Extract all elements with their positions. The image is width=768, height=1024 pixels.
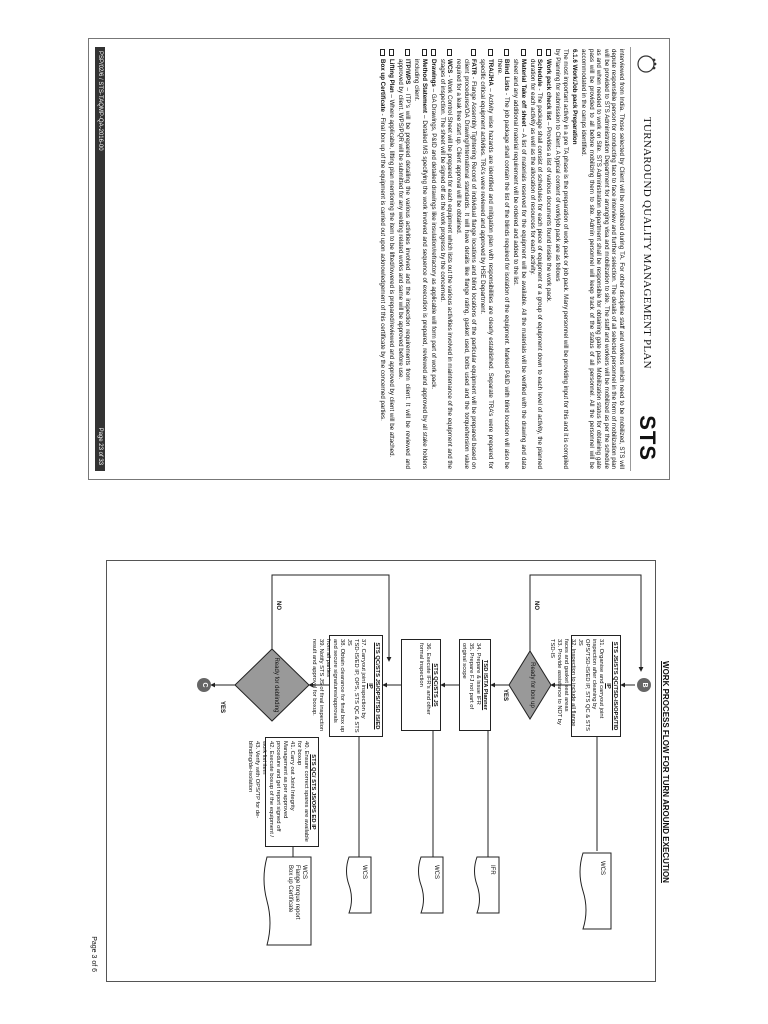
checkbox-square-icon: [422, 49, 427, 56]
step-line: 39. Notify STS JS of final inspection result and approval for boxup.: [311, 639, 324, 732]
work-pack-item: [512, 49, 527, 469]
checkbox-square-icon: [448, 49, 453, 56]
item-term: ITP/WPS: [404, 59, 412, 85]
item-description: – Detailed MS specifying the work involved and sequence of execution is prepared, reviewed and approved by all stake holders including client.: [413, 59, 428, 469]
step-box-title: STS JS/STS QC/TSD-IS/OPS/TID IP: [605, 641, 618, 731]
item-term: Work pack check list: [545, 59, 553, 121]
company-logo-icon: [635, 51, 659, 77]
item-description: - Final box up of the equipment is carried out upon acknowledgement of this certificate by the concerned parties.: [379, 111, 386, 421]
flowchart-title: WORK PROCESS FLOW FOR TURN AROUND EXECUTION: [661, 661, 670, 883]
page-header: [630, 47, 661, 471]
work-pack-item: [529, 49, 544, 469]
document-body: [377, 49, 625, 469]
step-box-36: [401, 639, 441, 731]
step-line: 35. Prepare FJ not part of original scope: [461, 643, 474, 710]
item-term: FATR: [470, 59, 478, 75]
work-pack-item: [439, 49, 454, 469]
checkbox-square-icon: [521, 49, 526, 56]
intro-paragraph: interviewed from India. Those selected by Client will be mobilized during TA. For other discipline staff and workers which need to be mobilized, STS will depute responsible person for conducting face to face interview and further selection. The details of all selected personnel in the form of mobilization plan will be provided to STS Administration Department for arranging visa and mobilization to site. The staff and workers will be mobilized as per the schedule as and when needed to work on Site. STS Administration department shall be responsible for obtaining gate pass. Mobilization status for obtaining gate pass will be provided to all before mobilizing them to site. Admin personnel will keep track of the status of all personnel. All the personnel will be accommodated in the camps identified.: [580, 49, 625, 469]
document-number: PSP/02/6 / STS-TAQMP-QA-2016-00: [97, 51, 103, 151]
work-pack-item: [430, 49, 438, 469]
item-description: – ITP’s will be prepared detailing the various activities involved and the inspection requirements from client. It will be reviewed and approved by client. WPS/PQR will be submitted for any welding related works and same will be approved before use.: [397, 59, 412, 469]
document-label-4: WCS: [361, 865, 367, 879]
item-description: - The package shall consist of schedules for each piece of equipment or a group of equipment down to each level of activity, the planned duration for each activity as well as the allocation of resources for each activity.: [529, 59, 544, 469]
checkbox-square-icon: [431, 49, 436, 56]
document-label-3: WCS: [433, 865, 439, 879]
decision-label-2: Ready for deblinding: [273, 657, 279, 713]
step-line: 40. Ensure correct spares are available for boxup: [296, 741, 309, 842]
checkbox-square-icon: [472, 49, 477, 56]
step-line: 31. Organise and carryout joint inspection after cleaning by OPS/TSD-IS/ED IP, STS QC & STS JS: [577, 639, 604, 732]
step-line: 33. Provide assistance to NDT by TSD-IS: [549, 639, 562, 725]
item-term: Material Take off sheet: [520, 59, 527, 127]
no-label-2: NO: [275, 601, 281, 610]
item-description: - The job package shall contain the list of the blinds required for isolation of the equipment. Marked P&ID with blind location will also be there.: [496, 59, 511, 469]
work-pack-item: [455, 49, 478, 469]
item-term: Drawings: [430, 59, 437, 87]
decision-label-1: Ready for box up: [529, 662, 535, 708]
step-line: 34. Prepare & issue IFR: [475, 643, 481, 705]
work-pack-item: [479, 49, 494, 469]
checkbox-square-icon: [380, 49, 385, 56]
checkbox-square-icon: [505, 49, 510, 56]
document-label-1: WCS: [599, 861, 605, 875]
item-description: – Activity wise hazards are identified and mitigation plan with responsibilities are clearly established. Separate TRA’s were prepared for specific critical equipment activities. TRA’s were reviewed and approved by HSE Department.: [479, 59, 494, 469]
yes-label-1: YES: [502, 689, 508, 702]
section-heading: 6.1.6 Work/Job pack Preparation: [571, 49, 578, 145]
step-line: 42. Execute boxup of the equipment / work list item: [261, 741, 274, 838]
work-pack-item: [397, 49, 412, 469]
item-description: – GA Drawings, P&ID and detailed drawings like insulation/refractory as applicable will form part of work pack.: [430, 86, 437, 390]
page-footer: [95, 47, 105, 471]
page-number: Page 3 of 6: [90, 936, 97, 972]
step-box-title: TSD IS/TA Planner: [482, 659, 488, 711]
checkbox-square-icon: [538, 49, 543, 56]
flowchart-frame: [106, 560, 656, 982]
item-term: Method Statement: [421, 59, 428, 113]
document-page-flowchart: [90, 552, 670, 992]
work-pack-item: [413, 49, 428, 469]
item-term: WCS: [446, 59, 454, 74]
item-description: – Where applicable, lifting plan mentioning the item to be lifted/lowered is prepared/reviewed and approved by client will be attached.: [388, 92, 395, 458]
document-label-2: IFR: [489, 865, 495, 875]
step-box-37-39: [311, 635, 383, 737]
item-description: - Flange Assembly Tightening Record of individual flange locations and blind locations of the particular equipment will be prepared based on client procedures/OA Drawing/International standards. It will have details like flange rating, gasket used, bolts used and the torque/tension value required for a leak free start up. Client approval will be obtained.: [455, 59, 478, 469]
work-pack-item: [545, 49, 553, 469]
decision-diamond-2: [235, 649, 309, 721]
step-box-40-43: [247, 737, 319, 847]
step-box-title: STS QC/STS JS/OPS/TSD IS/ED IP: [367, 642, 380, 730]
page-counter: Page 23 of 33: [97, 427, 103, 465]
no-label-1: NO: [533, 601, 539, 610]
item-term: Blind Lists: [503, 59, 511, 91]
step-line: 36. Execute IFR’s and other formal inspection: [418, 643, 431, 715]
step-line: 32. Inspection to include all flange faces and gasket seat areas: [563, 639, 576, 727]
step-line: 41. Carry out Joint Integrity Management as per approved procedure and get report signed off: [275, 741, 295, 832]
item-term: Lifting Plan: [388, 59, 395, 93]
yes-label-2: YES: [219, 701, 225, 714]
item-term: Box up Certificate: [379, 59, 386, 112]
step-box-31-33: [549, 635, 621, 737]
section-paragraph: The most important activity in a pre TA phase is the preparation of work pack or job pack. Many personnel will be providing input for this and it is compiled by Planning for submission to Client. A typical content of work/job pack are as follows: [554, 49, 569, 469]
item-description: – Provides a list of various documents found inside the work pack.: [545, 120, 553, 303]
work-pack-item: [388, 49, 396, 469]
checkbox-square-icon: [488, 49, 493, 56]
flowchart-lines: [107, 561, 655, 981]
step-line: 37. Carryout joint inspection by TSD-IS/ED IP, OPS, STS QC & STS JS: [346, 639, 366, 733]
work-pack-item: [379, 49, 387, 469]
item-description: – A list of materials reserved for the equipment will be available. All the materials will be verified with the drawing and data sheet and any additional material requirement will be ordered and added to the list.: [512, 59, 527, 470]
checkbox-square-icon: [389, 49, 394, 56]
step-line: 38. Obtain clearance for final box up and secure signatures/approvals from all parties: [325, 639, 345, 733]
step-box-title: STS QC/ STS JS/OPS ED IP: [310, 754, 316, 830]
item-term: TRA/JHA: [487, 59, 494, 86]
step-line: 43. Verify with OPS/TP for de-blinding/de-isolation: [247, 741, 260, 819]
document-label-5: WCS Flange torque report Box up Certificate: [287, 865, 307, 920]
item-term: Schedule: [536, 59, 544, 87]
item-description: - Work Control Sheet will be prepared for each equipment which lists out the various activities involved in maintenance of the equipment and the stages of inspection. The sheet will be signed off as the work progress by the concerned.: [439, 59, 454, 469]
document-page-quality-plan: [88, 38, 670, 480]
document-title: TURNAROUND QUALITY MANAGEMENT PLAN: [641, 117, 653, 369]
sts-logo: STS: [635, 415, 660, 461]
connector-b: B: [637, 678, 651, 692]
checkbox-square-icon: [406, 49, 411, 56]
work-pack-item: [496, 49, 511, 469]
connector-c: C: [197, 678, 211, 692]
work-pack-item-list: [379, 49, 553, 469]
checkbox-square-icon: [547, 49, 552, 56]
step-box-34-35: [459, 639, 491, 731]
step-box-title: STS QC/STS JS: [432, 663, 438, 707]
